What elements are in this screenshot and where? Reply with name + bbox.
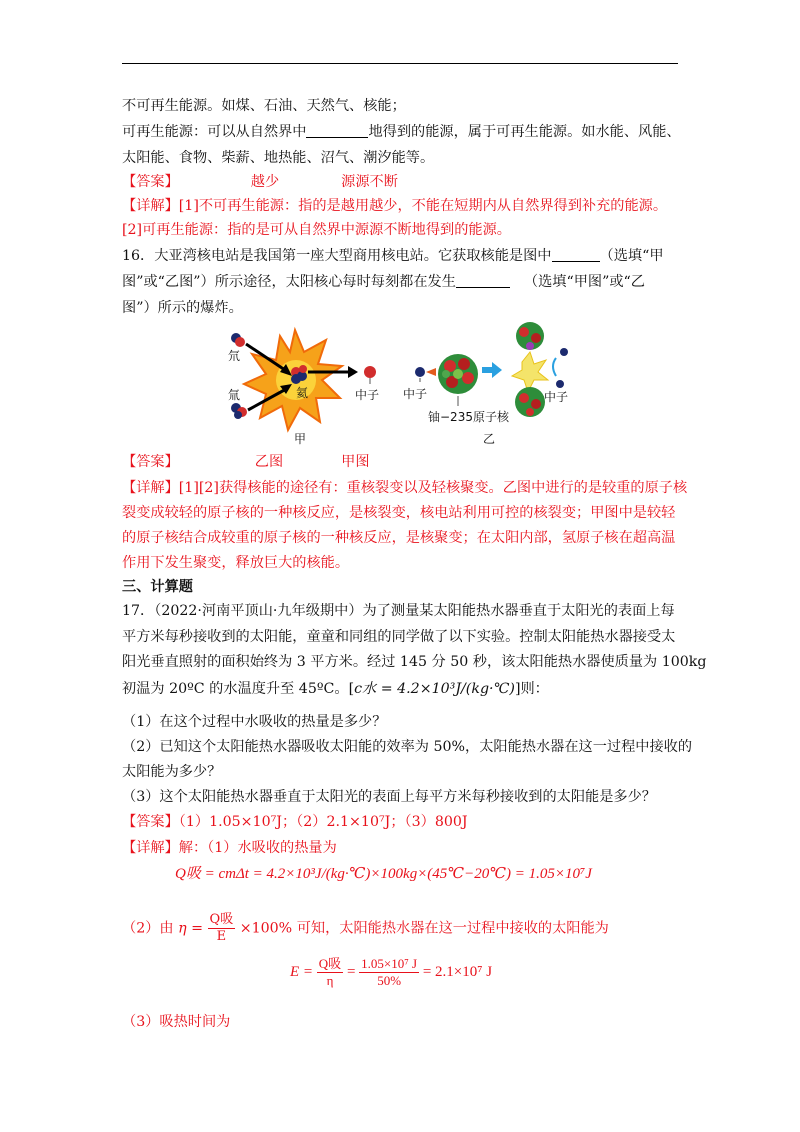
detail-line: （3）吸热时间为: [122, 1014, 231, 1030]
text-line: 太阳能、食物、柴薪、地热能、沼气、潮汐能等。: [122, 150, 435, 166]
fission-fragment: [516, 322, 544, 350]
header-rule: [122, 63, 678, 64]
question-17: 初温为 20ºC 的水温度升至 45ºC。[c水 = 4.2×10³J/(kg·℃)]则：: [122, 681, 549, 697]
neutron-particle: [364, 366, 376, 378]
nuclear-figure: [200, 322, 580, 447]
energy-formula: E = $\frac{\text{Q吸}}{\eta}$ = $\frac{\text{1.05×10⁷ J}}{50\%}$ = 2.1×10⁷ J: [290, 956, 493, 988]
label-deuterium: 氘: [228, 349, 241, 363]
neutron-particle: [415, 367, 425, 377]
label-helium: 氦: [296, 386, 309, 400]
question-17: 阳光垂直照射的面积始终为 3 平方米。经过 145 分 50 秒，该太阳能热水器使质量为 100kg: [122, 654, 707, 670]
label-uranium: 铀−235原子核: [428, 410, 509, 424]
energy-fraction-2: $\frac{\text{1.05×10⁷ J}}{50\%}$: [361, 956, 418, 988]
detail-line: 【详解】[1]不可再生能源：指的是越用越少，不能在短期内从自然界得到补充的能源。: [122, 198, 668, 214]
fusion-fission-diagram: [200, 322, 580, 447]
answer-blank: [456, 273, 510, 288]
specific-heat-formula: c水 = 4.2×10³J/(kg·℃): [354, 681, 515, 697]
question-16: 16．大亚湾核电站是我国第一座大型商用核电站。它获取核能是图中 （选填“甲: [122, 248, 664, 264]
heat-formula: Q吸 = cmΔt = 4.2×10³J/(kg·℃)×100kg×(45℃−20℃) = 1.05×10⁷J: [175, 866, 592, 882]
answer-blank: [552, 247, 600, 262]
label-tritium: 氚: [228, 388, 241, 402]
question-part: 太阳能为多少？: [122, 764, 222, 780]
label-neutron-2: 中子: [403, 387, 428, 401]
label-neutron-3: 中子: [544, 390, 569, 404]
text-line: 不可再生能源。如煤、石油、天然气、核能；: [122, 98, 406, 114]
detail-line: 的原子核结合成较重的原子核的一种核反应，是核聚变；在太阳内部，氢原子核在超高温: [122, 530, 676, 546]
question-16: 图”或“乙图”）所示途径，太阳核心每时每刻都在发生 （选填“甲图”或“乙: [122, 274, 645, 290]
efficiency-fraction: $\frac{\text{Q吸}}{E}$: [209, 912, 234, 944]
question-17: 平方米每秒接收到的太阳能，童童和同组的同学做了以下实验。控制太阳能热水器接受太: [122, 629, 676, 645]
question-17: 17．（2022·河南平顶山·九年级期中）为了测量某太阳能热水器垂直于太阳光的表面上每: [122, 603, 675, 619]
detail-line: （2）由 η = $\frac{\text{Q吸}}{E}$ ×100% 可知，太阳能热水器在这一过程中接收的太阳能为: [122, 912, 609, 944]
detail-line: 【详解】解：（1）水吸收的热量为: [122, 840, 337, 856]
section-heading: 三、计算题: [122, 579, 193, 595]
detail-line: 作用下发生聚变，释放巨大的核能。: [122, 555, 350, 571]
label-jia: 甲: [294, 432, 307, 446]
label-neutron: 中子: [355, 388, 380, 402]
fission-fragment: [515, 387, 545, 417]
answer-line: 【答案】 越少 源源不断: [122, 174, 398, 190]
energy-fraction-1: $\frac{\text{Q吸}}{\eta}$: [318, 956, 342, 988]
question-part: （3）这个太阳能热水器垂直于太阳光的表面上每平方米每秒接收到的太阳能是多少？: [122, 789, 656, 805]
answer-line: 【答案】 乙图 甲图: [122, 454, 370, 470]
label-yi: 乙: [483, 432, 496, 446]
question-part: （1）在这个过程中水吸收的热量是多少？: [122, 714, 387, 730]
detail-line: 裂变成较轻的原子核的一种核反应，是核裂变，核电站利用可控的核裂变；甲图中是较轻: [122, 505, 676, 521]
answer-blank: [306, 123, 368, 138]
detail-line: 【详解】[1][2]获得核能的途径有：重核裂变以及轻核聚变。乙图中进行的是较重的原子核: [122, 480, 688, 496]
text-line: 可再生能源：可以从自然界中 地得到的能源，属于可再生能源。如水能、风能、: [122, 124, 681, 140]
question-16: 图”）所示的爆炸。: [122, 300, 243, 316]
detail-line: [2]可再生能源：指的是可从自然界中源源不断地得到的能源。: [122, 222, 511, 238]
uranium-nucleus: [438, 354, 478, 394]
answer-line: 【答案】（1）1.05×10⁷J；（2）2.1×10⁷J；（3）800J: [122, 814, 468, 830]
question-part: （2）已知这个太阳能热水器吸收太阳能的效率为 50%，太阳能热水器在这一过程中接收的: [122, 739, 693, 755]
